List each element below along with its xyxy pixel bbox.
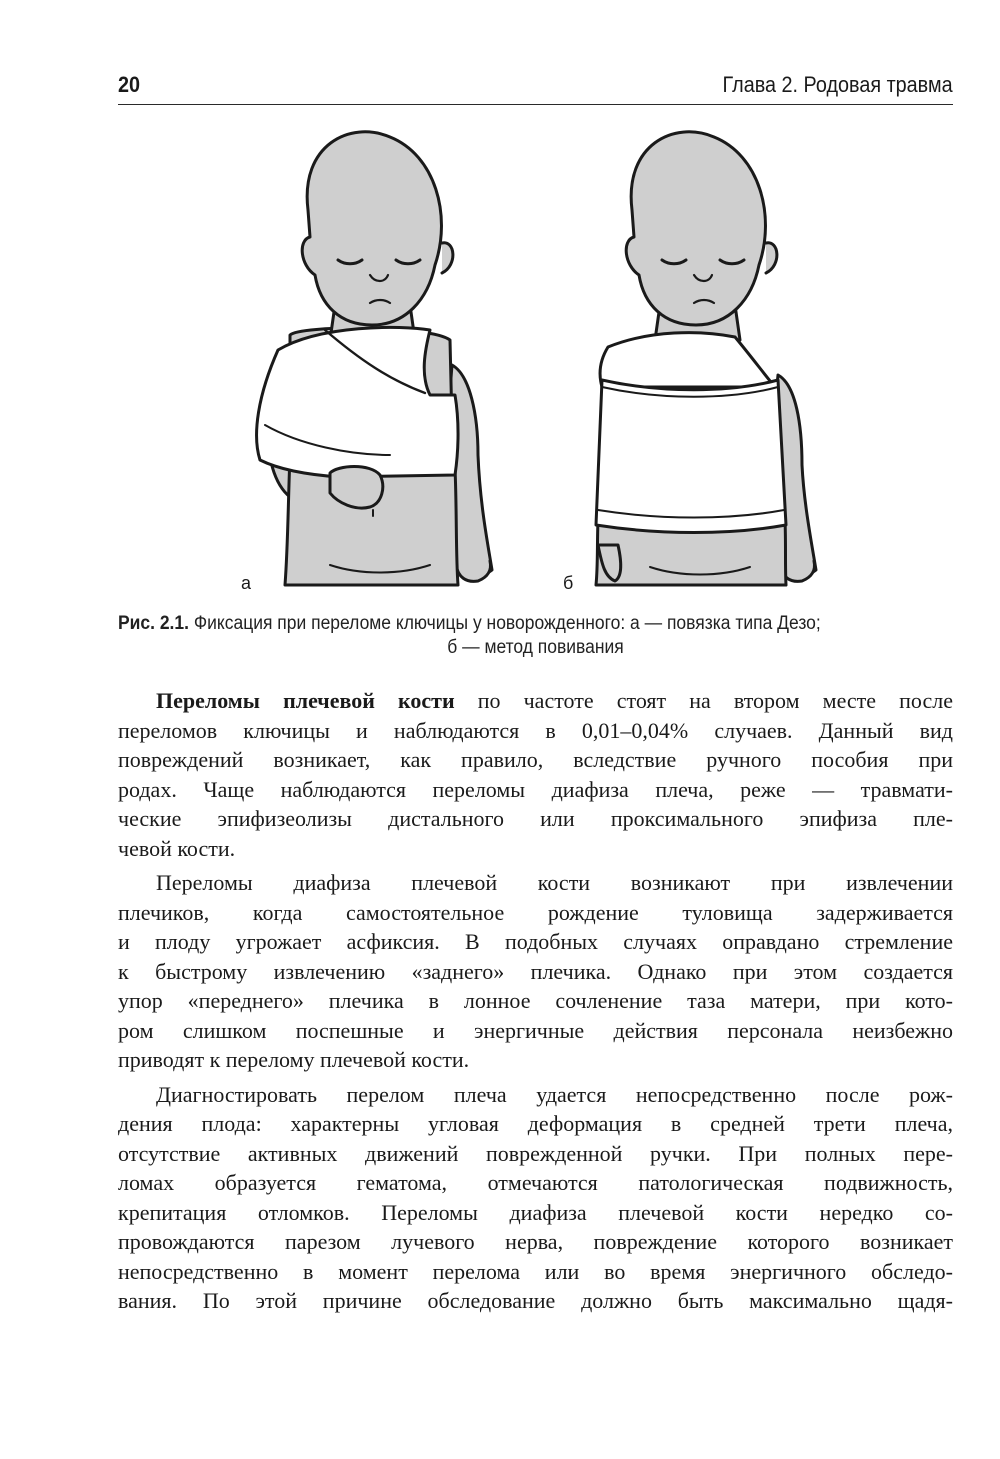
infant-a-ear <box>442 243 453 273</box>
text-line: ломах образуется гематома, отмечаются патологическая подвижность, <box>118 1170 953 1195</box>
infant-b-ear <box>766 243 777 273</box>
text-line: упор «переднего» плечика в лонное сочленение таза матери, при кото- <box>118 988 953 1013</box>
page-header <box>118 70 953 105</box>
caption-label: Рис. 2.1. <box>118 613 189 634</box>
paragraph-2 <box>118 868 953 1075</box>
infant-bandage-illustration <box>230 125 850 600</box>
figure-2-1 <box>230 125 850 600</box>
text-line: ром слишком поспешные и энергичные действия персонала неизбежно <box>118 1017 953 1043</box>
infant-b-swaddle-wrap <box>596 380 786 533</box>
text-line: крепитация отломков. Переломы диафиза плечевой кости нередко со- <box>118 1199 953 1225</box>
text-span: по частоте стоят на втором месте после <box>454 688 953 713</box>
infant-b-illustration <box>596 132 816 585</box>
panel-label-a: а <box>241 573 252 593</box>
text-line: непосредственно в момент перелома или во время энергичного обследо- <box>118 1258 953 1284</box>
caption-line-1 <box>118 612 886 636</box>
body-text <box>118 686 953 1321</box>
text-line: отсутствие активных движений поврежденной ручки. При полных пере- <box>118 1140 953 1166</box>
paragraph-3 <box>118 1080 953 1316</box>
text-line: к быстрому извлечению «заднего» плечика. Однако при этом создается <box>118 958 953 984</box>
text-line: провождаются парезом лучевого нерва, повреждение которого возникает <box>118 1229 953 1254</box>
chapter-title: Глава 2. Родовая травма <box>722 72 953 97</box>
page-number: 20 <box>118 72 141 97</box>
figure-caption <box>118 612 953 660</box>
text-line: Диагностировать перелом плеча удается непосредственно после рож- <box>156 1081 953 1107</box>
infant-a-illustration <box>257 132 492 585</box>
infant-b-head <box>626 132 765 325</box>
text-line: приводят к перелому плечевой кости. <box>118 1047 470 1072</box>
caption-line-1-text: Фиксация при переломе ключицы у новорожденного: а — повязка типа Дезо; <box>188 613 821 634</box>
text-line: переломов ключицы и наблюдаются в 0,01–0,04% случаев. Данный вид <box>118 717 953 743</box>
text-line: и плоду угрожает асфиксия. В подобных случаях оправдано стремление <box>118 929 953 954</box>
text-line: плечиков, когда самостоятельное рождение туловища задерживается <box>118 899 953 925</box>
text-line: Переломы диафиза плечевой кости возникают при извлечении <box>156 870 953 895</box>
text-line: вания. По этой причине обследование должно быть максимально щадя- <box>118 1288 953 1313</box>
infant-a-head <box>302 132 441 325</box>
text-line: повреждений возникает, как правило, вследствие ручного пособия при <box>118 747 953 772</box>
caption-line-2: б — метод повивания <box>447 637 624 658</box>
infant-b-shoulder-wrap <box>600 333 775 387</box>
paragraph-1 <box>118 686 953 863</box>
bold-lead: Переломы плечевой кости <box>156 688 455 713</box>
text-line: чевой кости. <box>118 835 236 861</box>
text-line: дения плода: характерны угловая деформация в средней трети плеча, <box>118 1111 953 1136</box>
text-line: родах. Чаще наблюдаются переломы диафиза плеча, реже — травмати- <box>118 776 953 802</box>
panel-label-b: б <box>563 573 574 593</box>
text-line <box>118 686 953 716</box>
infant-a-fist <box>330 467 383 509</box>
text-line: ческие эпифизеолизы дистального или проксимального эпифиза пле- <box>118 806 953 831</box>
